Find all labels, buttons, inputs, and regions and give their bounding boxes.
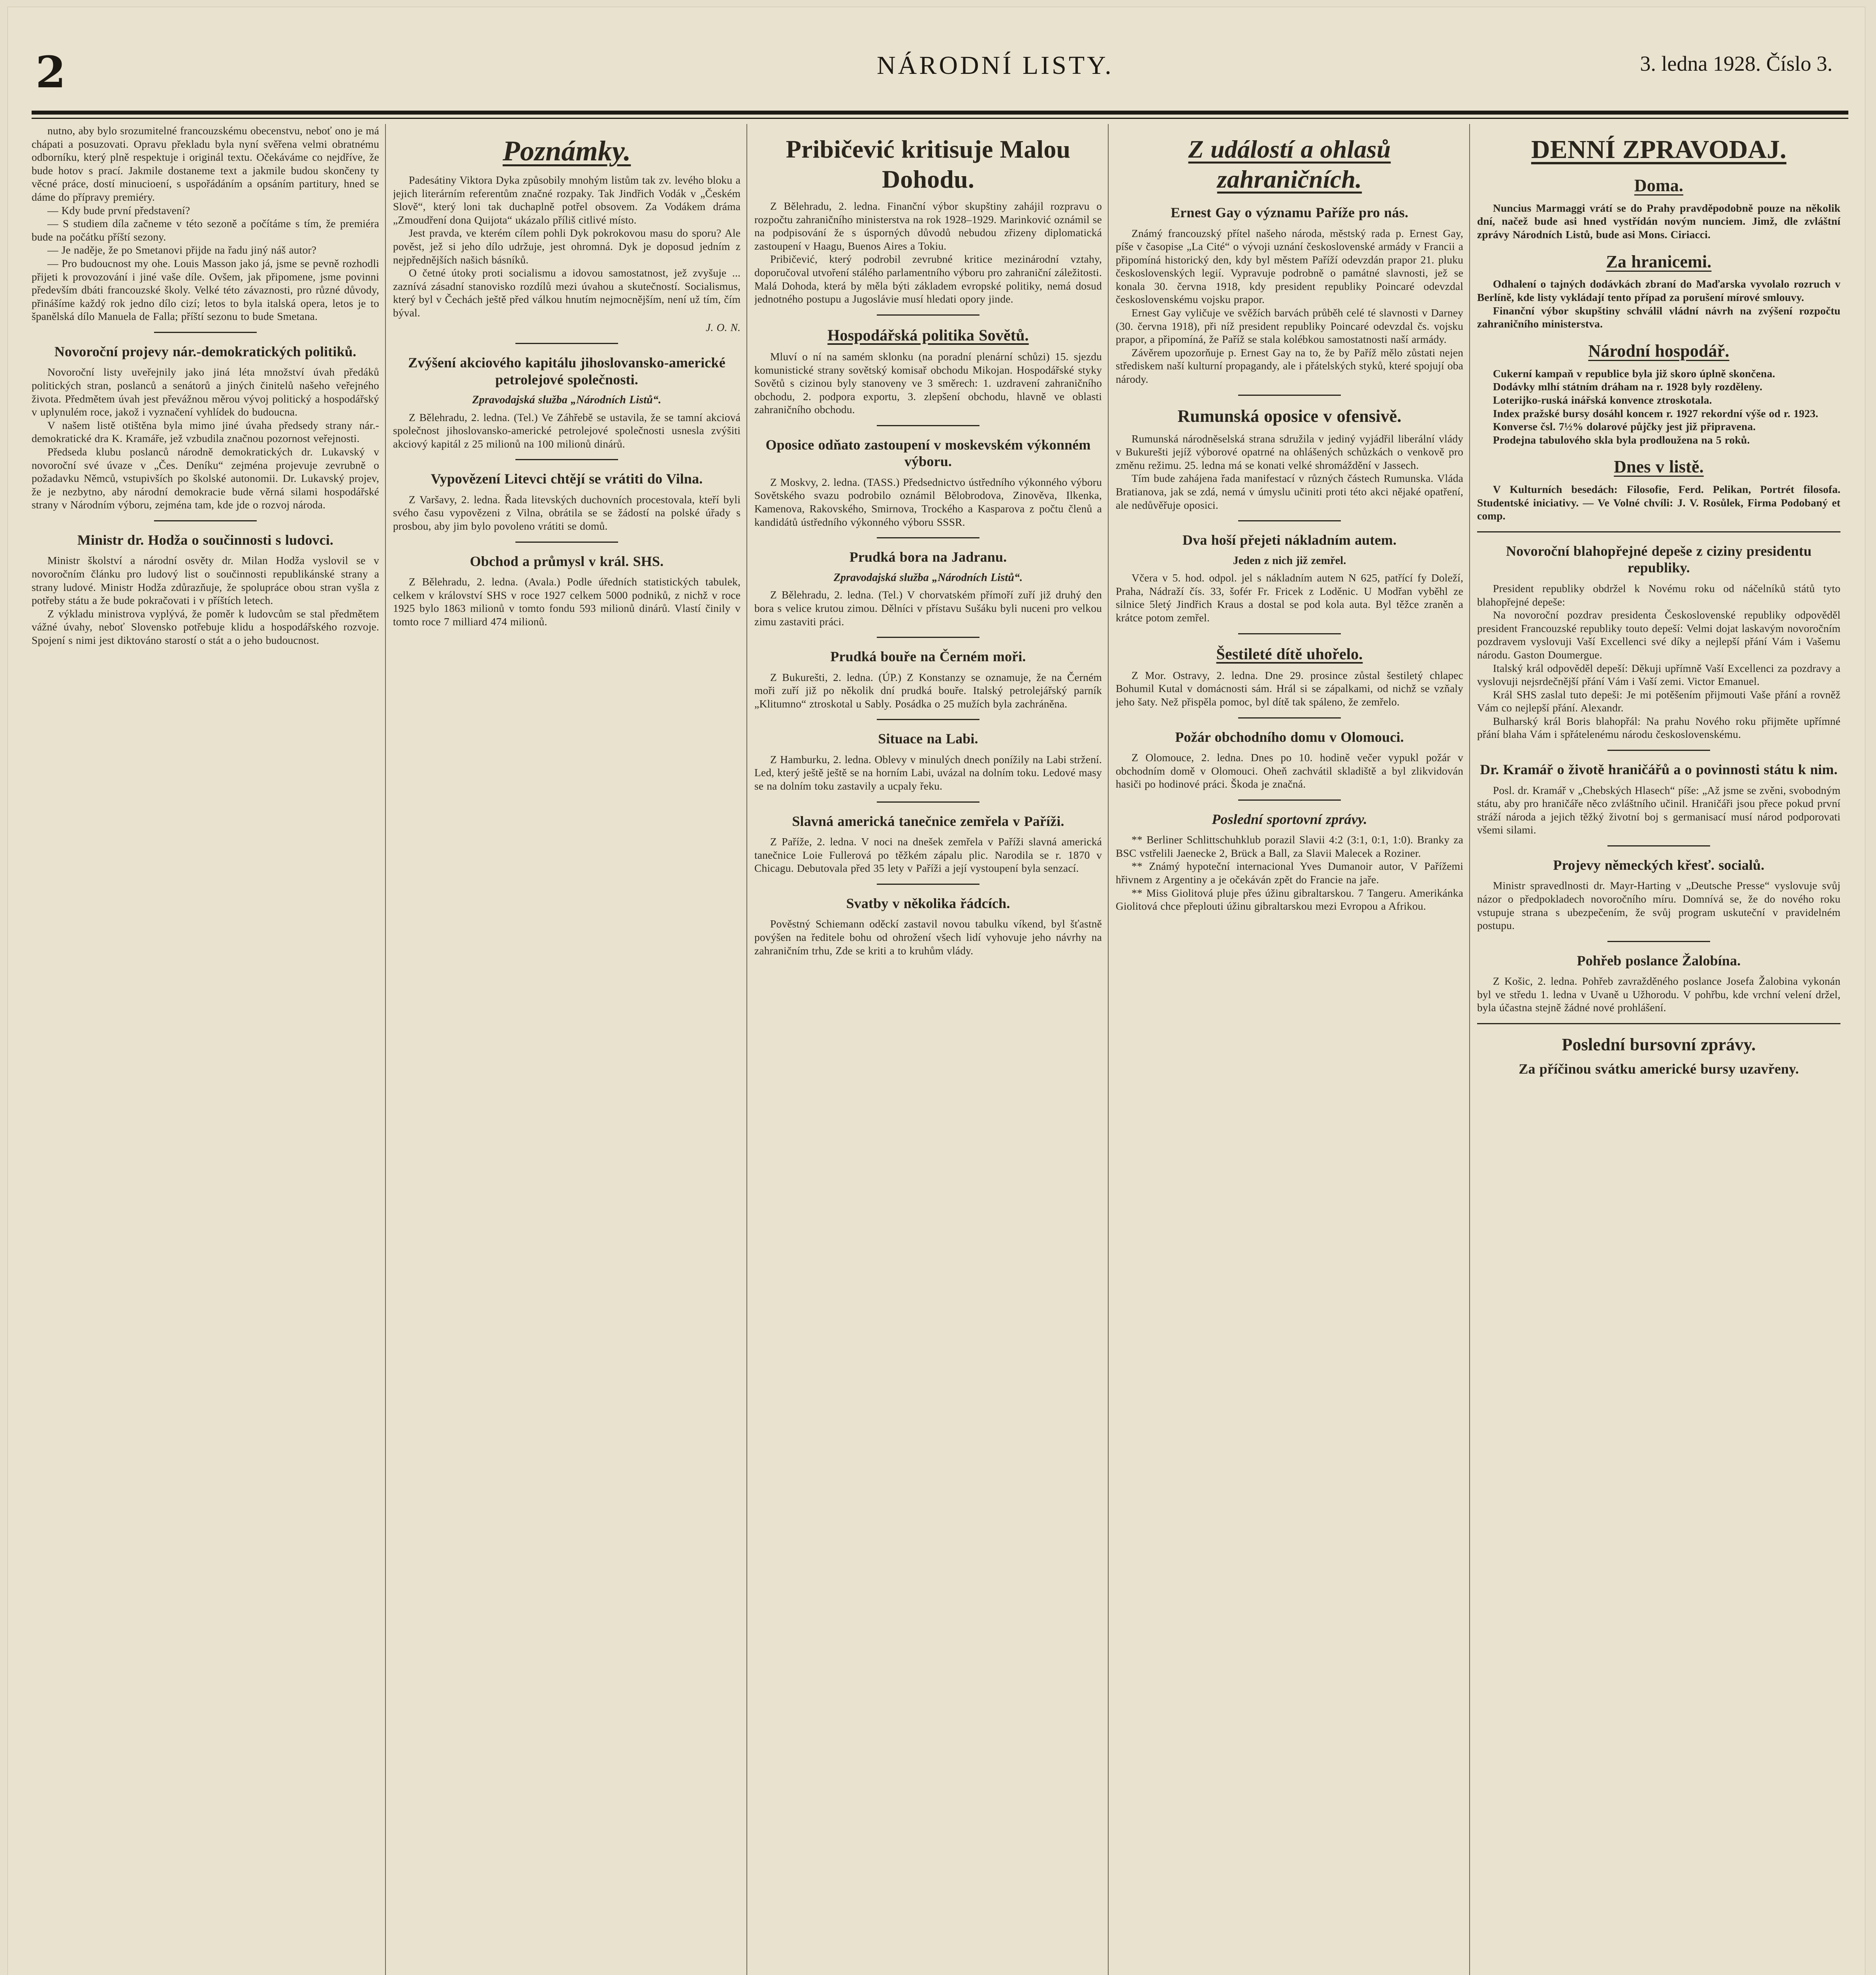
paragraph: Rumunská národněselská strana sdružila v jediný vyjádřil liberální vlády v Bukurešti jejíž výborové opatrné na ohlášených schůzkách o venkově pro změnu režimu. 25. ledna má se konati velké shromáždění v Jassech. (1116, 432, 1463, 471)
paragraph: President republiky obdržel k Novému roku od náčelníků států tyto blahopřejné depeše: (1477, 582, 1840, 608)
list-item: Dodávky mlhí státním dráham na r. 1928 byly rozděleny. (1493, 380, 1763, 393)
paragraph: Z Bělehradu, 2. ledna. (Avala.) Podle úředních statistických tabulek, celkem v království SHS v roce 1927 celkem 5000 podniků, z nichž v roce 1925 bylo 1863 milionů v tomto fondu 593 milionů dinárů. Vlastí činily v tomto roce 7 milliard 474 milionů. (393, 576, 741, 628)
byline: Zpravodajská služba „Národních Listů“. (472, 394, 662, 406)
separator (515, 542, 618, 543)
paragraph: Na novoroční pozdrav presidenta Československé republiky odpověděl president Francouzské republiky touto depeší: Velmi dojat laskavým novoročním pozdravem vyslovuji Vaší Excellenci své díky a nejlepší přání Vám i Vašemu národu. Gaston Doumergue. (1477, 609, 1840, 661)
separator (154, 520, 257, 521)
separator (515, 343, 618, 344)
headline: Obchod a průmysl v král. SHS. (470, 553, 664, 569)
paragraph: V Kulturních besedách: Filosofie, Ferd. Pelikan, Portrét filosofa. Studentské iniciativy. — Ve Volné chvíli: J. V. Rosůlek, Firma Podobaný et comp. (1477, 483, 1840, 522)
headline: Situace na Labi. (878, 731, 978, 747)
column-rule (1469, 124, 1470, 1975)
paragraph: V našem listě otištěna byla mimo jiné úvaha předsedy strany nár.-demokratické dra K. Kramáře, jež vzbudila značnou pozornost veřejnosti. (32, 419, 379, 445)
separator (877, 537, 979, 538)
column-rule (1108, 124, 1109, 1975)
page-number: 2 (36, 47, 66, 98)
paragraph: Včera v 5. hod. odpol. jel s nákladním autem N 625, patřící fy Doleží, Praha, Nádraží čís. 33, šofér Fr. Fricek z Loděnic. U Modřan vyběhl ze silnice 5letý Jindřich Kraus a dostal se pod kola auta. Byl těžce zraněn a krátce potom zemřel. (1116, 572, 1463, 624)
headline: Oposice odňato zastoupení v moskevském výkonném výboru. (765, 436, 1091, 470)
paragraph: Novoroční listy uveřejnily jako jiná léta množství úvah předáků politických stran, poslanců a senátorů a jiných činitelů našeho veřejného života. Předmětem úvah jest převážnou měrou vývoj politický a hospodářský v uplynulém roce, jakož i vyznačení vyhlídek do budoucna. (32, 366, 379, 418)
separator (1238, 633, 1341, 634)
paragraph: Ernest Gay vyličuje ve svěžích barvách průběh celé té slavnosti v Darney (30. června 1918), při níž president republiky Poincaré odevzdal čs. vojsku prapor, a připomíná, že Paříž se stala kolébkou samostatnosti naší armády. (1116, 307, 1463, 346)
separator (1477, 531, 1840, 532)
paragraph: Z Varšavy, 2. ledna. Řada litevských duchovních procestovala, kteří byli svého času vypovězeni z Vilna, obrátila se se žádostí na polské úřady s prosbou, aby jim bylo povoleno vrátiti se domů. (393, 493, 741, 532)
separator (877, 884, 979, 885)
sport-item: ** Miss Giolitová pluje přes úžinu gibraltarskou. 7 Tangeru. Amerikánka Giolitová chce přeplouti úžinu gibraltarskou mezi Evropou a Afrikou. (1116, 886, 1463, 912)
paragraph: Padesátiny Viktora Dyka způsobily mnohým listům tak zv. levého bloku a jejich literárním referentům značné rozpaky. Tak Jindřich Vodák v „Českém Slově“, který loni tak duchaplně potřel obsovem. Za Vodákem dráma „Zmoudření dona Quijota“ ukázalo příliš citlivé místo. (393, 173, 741, 226)
headline: Dva hoší přejeti nákladním autem. (1182, 532, 1397, 548)
issue-date: 3. ledna 1928. Číslo 3. (1640, 52, 1833, 75)
paragraph: Z Košic, 2. ledna. Pohřeb zavražděného poslance Josefa Žalobina vykonán byl ve středu 1. ledna v Uvaně u Užhorodu. V pohřbu, kde vrchní velení držel, byla účastna stejně žádné nové prohlášení. (1477, 975, 1840, 1014)
column-2 (393, 124, 741, 1975)
paragraph: Z Paříže, 2. ledna. V noci na dnešek zemřela v Paříži slavná americká tanečnice Loie Fullerová po těžkém zápalu plic. Narodila se r. 1870 v Chicagu. Debutovala před 35 lety v Paříži a její vystoupení byla senzací. (754, 835, 1102, 875)
subsection-title: Doma. (1634, 175, 1684, 195)
separator (877, 637, 979, 638)
paragraph: Pribičević, který podrobil zevrubné kritice mezinárodní vztahy, doporučoval utvoření stálého parlamentního výboru pro zahraniční záležitosti. Malá Dohoda, která by měla býti základem evropské politiky, nemá dosud jednotného postupu a Jugoslávie musí hledati opory jinde. (754, 253, 1102, 305)
masthead (32, 15, 1848, 110)
separator (1607, 750, 1710, 751)
section-title-poznamky: Poznámky. (502, 135, 631, 167)
headline: Svatby v několika řádcích. (846, 895, 1010, 911)
paragraph: Z Olomouce, 2. ledna. Dnes po 10. hodině večer vypukl požár v obchodním domě v Olomouci. Oheň zachvátil skladiště a byl zlikvidován hasiči po hodinové práci. Škoda je značná. (1116, 751, 1463, 790)
headline: Ministr dr. Hodža o součinnosti s ludovci. (77, 532, 334, 548)
list-item: Konverse čsl. 7½% dolarové půjčky jest již připravena. (1493, 420, 1756, 433)
lead-article (32, 124, 379, 323)
paragraph: Z výkladu ministrova vyplývá, že poměr k ludovcům se stal předmětem vážné úvahy, neboť Slovensko potřebuje klidu a hospodářského rozvoje. Spojení s nimi jest diktováno starostí o stát a o jeho budoucnost. (32, 607, 379, 646)
paragraph: Ministr školství a národní osvěty dr. Milan Hodža vyslovil se v novoročním článku pro ludový list o součinnosti republikánské strany a strany ludové. Ministr Hodža zdůrazňuje, že spolupráce obou stran vyšla z potřeby státu a že bude pokračovati i v příštích letech. (32, 554, 379, 607)
headline: Šestileté dítě uhořelo. (1216, 645, 1363, 663)
separator (1607, 845, 1710, 846)
headline: Hospodářská politika Sovětů. (827, 326, 1029, 344)
headline-main: Pribičević kritisuje Malou Dohodu. (786, 135, 1071, 193)
paragraph: Nuncius Marmaggi vrátí se do Prahy pravděpodobně pouze na několik dní, načež bude asi hned vystřídán novým nunciem. Jimž, dle zvláštní zprávy Národních Listů, bude asi Mons. Ciriacci. (1477, 201, 1840, 241)
headline-sub: Za příčinou svátku americké bursy uzavřeny. (1519, 1061, 1799, 1077)
headline: Vypovězení Litevci chtějí se vrátiti do Vilna. (430, 471, 703, 487)
separator (1238, 717, 1341, 719)
separator (1238, 520, 1341, 521)
paragraph: Z Bělehradu, 2. ledna. (Tel.) Ve Záhřebě se ustavila, že se tamní akciová společnost jihoslovansko-americké petrolejové společnosti usnesla zvýšiti akciový kapitál z 25 milionů na 100 milionů dinárů. (393, 411, 741, 450)
list-item: Index pražské bursy dosáhl koncem r. 1927 rekordní výše od r. 1923. (1493, 407, 1818, 419)
column-3 (754, 124, 1102, 1975)
masthead-rule-thin (32, 118, 1848, 119)
separator (1607, 941, 1710, 942)
paragraph: — Pro budoucnost my ohe. Louis Masson jako já, jsme se pevně rozhodli přijeti k provozování i jiné vaše díle. Ovšem, jak připomene, jsme povinni především dbáti francouzské školy. Velké této závaznosti, pro různé důvody, přinášíme každý rok jedno dílo cizí; letos to byla italská opera, letos je to španělská dílo Manuela de Falla; příští sezonu to bude Smetana. (32, 257, 379, 323)
headline: Dr. Kramář o životě hraničářů a o povinnosti státu k nim. (1480, 762, 1838, 778)
separator (1238, 395, 1341, 396)
paragraph: Bulharský král Boris blahopřál: Na prahu Nového roku přijměte upřímné přání blaha Vám i spřátelenému národu československému. (1477, 715, 1840, 741)
headline: Novoroční blahopřejné depeše z ciziny presidentu republiky. (1506, 543, 1812, 576)
headline: Poslední sportovní zprávy. (1212, 811, 1367, 827)
paragraph: Pověstný Schiemann oděckí zastavil novou tabulku víkend, byl šťastně povýšen na ředitele bohu od ohrožení všech lidí vyhovuje jeho návrhy na zahraničním trhu, Zde se kriti a to kruhům vlády. (754, 918, 1102, 957)
paragraph: Předseda klubu poslanců národně demokratických dr. Lukavský v novoroční své úvaze v „Čes. Deníku“ zejména projevuje zevrubně o požadavku Němců, vstupivších po školské autonomii. Dr. Lukavský projev, že je nezbytno, aby národní demokracie bude věrná silami hospodářské strany v Národním výboru, zejména tam, kde jde o rozvoj národa. (32, 445, 379, 511)
subsection-title: Dnes v listě. (1614, 457, 1704, 477)
headline: Ernest Gay o významu Paříže pro nás. (1171, 205, 1408, 221)
headline: Slavná americká tanečnice zemřela v Paříži. (792, 813, 1064, 829)
paper-name: NÁRODNÍ LISTY. (877, 51, 1114, 80)
headline: Projevy německých křesť. socialů. (1553, 857, 1765, 873)
paragraph: Z Moskvy, 2. ledna. (TASS.) Předsednictvo ústředního výkonného výboru Sovětského svazu podrobilo oznámil Bělobrodova, Zinověva, Ilkenka, Kamenova, Rakovského, Smirnova, Trockého a Kasparova z počtu členů a kandidátů ústředního výkonného výboru SSSR. (754, 476, 1102, 528)
column-1 (32, 124, 379, 1975)
paragraph: Král SHS zaslal tuto depeši: Je mi potěšením přijmouti Vaše přání a rovněž Vám co nejlepší přání. Alexandr. (1477, 688, 1840, 714)
paragraph: Posl. dr. Kramář v „Chebských Hlasech“ píše: „Až jsme se zvěni, svobodným státu, aby pro hraničáře něco zvláštního učinil. Hraničáři jsou přece pokud první stráží národa a jejich těžký životní boj s germanisací musí národ podporovati všemi silami. (1477, 784, 1840, 836)
paragraph: nutno, aby bylo srozumitelné francouzskému obecenstvu, neboť ono je má chápati a posuzovati. Opravu překladu byla nyní svěřena velmi obratnému odborníku, který plně respektuje i originál textu. Očekáváme co nejdříve, že bude hotov s prací. Jakmile dostaneme text a jakmile budou skončeny ty věcné práce, dostí minucioení, s uspořádáním a opsáním partitury, hned se dáme do přípravy premiéry. (32, 124, 379, 203)
paragraph: — Je naděje, že po Smetanovi přijde na řadu jiný náš autor? (47, 244, 317, 256)
paragraph: — Kdy bude první představení? (47, 204, 190, 216)
subsection-title: Národní hospodář. (1588, 341, 1729, 361)
list-item: Cukerní kampaň v republice byla již skoro úplně skončena. (1493, 367, 1775, 380)
separator (877, 801, 979, 803)
headline: Rumunská oposice v ofensivě. (1177, 406, 1402, 426)
subheadline: Jeden z nich již zemřel. (1233, 554, 1346, 567)
paragraph: Tím bude zahájena řada manifestací v různých částech Rumunska. Vláda Bratianova, jak se zdá, nemá v úmyslu učiniti proti této akci nějaké opatření, ale nedůvěřuje oposici. (1116, 472, 1463, 511)
column-5 (1477, 124, 1840, 1975)
list-item: Loterijko-ruská inářská konvence ztroskotala. (1493, 393, 1712, 406)
byline: Zpravodajská služba „Národních Listů“. (833, 571, 1023, 584)
newspaper-page (8, 7, 1865, 1975)
column-4 (1116, 124, 1463, 1975)
paragraph: Z Bělehradu, 2. ledna. (Tel.) V chorvatském přímoří zuří již druhý den bora s velice krutou zimou. Dělníci v přístavu Sušáku byli nuceni pro velkou zimu zastaviti práci. (754, 589, 1102, 628)
paragraph: Z Hamburku, 2. ledna. Oblevy v minulých dnech ponížily na Labi stržení. Led, který ještě ještě se na horním Labi, uvázal na dolním toku. Ledové masy se na dolním toku zastavily a ucpaly řeku. (754, 753, 1102, 792)
paragraph: Italský král odpověděl depeší: Děkuji upřímně Vaší Excellenci za pozdravy a vyslovuji nejsrdečnější přání Vám i Vaší zemi. Victor Emanuel. (1477, 662, 1840, 688)
headline: Poslední bursovní zprávy. (1562, 1035, 1756, 1054)
separator (515, 459, 618, 460)
separator (877, 425, 979, 426)
paragraph: Z Bělehradu, 2. ledna. Finanční výbor skupštiny zahájil rozpravu o rozpočtu zahraničního ministerstva na rok 1928–1929. Marinković oznámil se na podpisování že s úsporných důvodů nebudou zřizeny diplomatická zastoupení v Haagu, Buenos Aires a Tokiu. (754, 200, 1102, 252)
headline: Prudká bora na Jadranu. (849, 549, 1007, 565)
paragraph: — S studiem díla začneme v této sezoně a počítáme s tím, že premiéra bude na počátku příští sezony. (32, 217, 379, 243)
column-rule (385, 124, 386, 1975)
section-title-zahranici: Z událostí a ohlasů zahraničních. (1188, 135, 1391, 193)
separator (877, 314, 979, 316)
paragraph: Závěrem upozorňuje p. Ernest Gay na to, že by Paříž mělo zůstati nejen střediskem naší kulturní propagandy, ale i přátelských styků, které spojují oba národy. (1116, 346, 1463, 386)
signature: J. O. N. (706, 321, 741, 334)
paragraph: Z Bukurešti, 2. ledna. (ÚP.) Z Konstanzy se oznamuje, že na Černém moři zuří již po několik dní prudká bouře. Italský petrolejářský parník „Klitumno“ ztroskotal u Sably. Posádka o 25 mužích byla zachráněna. (754, 671, 1102, 710)
paragraph: Známý francouzský přítel našeho národa, městský rada p. Ernest Gay, píše v časopise „La Cité“ o vývoji uznání československé armády v Francii a připomíná historický den, kdy byl městem Paříží odevzdán prapor 21. pluku československých legií. Vypravuje podrobně o památné slavnosti, jež se konala 30. června 1918, kdy president republiky Poincaré odevzdal československému vojsku prapor. (1116, 227, 1463, 306)
list-item: Prodejna tabulového skla byla prodloužena na 5 roků. (1493, 433, 1750, 446)
paragraph: O četné útoky proti socialismu a idovou samostatnost, jež zvyšuje ... zaznívá zásadní stanovisko rozdílů mezi úvahou a skutečností. Socialismus, který byl v Čechách ještě před válkou hnutím nejmocnějším, není už tím, čím býval. (393, 267, 741, 319)
separator (154, 332, 257, 333)
headline: Požár obchodního domu v Olomouci. (1175, 729, 1404, 745)
paragraph: Z Mor. Ostravy, 2. ledna. Dne 29. prosince zůstal šestiletý chlapec Bohumil Kutal v domácnosti sám. Hrál si se zápalkami, od nichž se vzňaly jeho šaty. Než přispěla pomoc, byl dítě tak spáleno, že zemřelo. (1116, 669, 1463, 708)
headline: Prudká bouře na Černém moři. (830, 649, 1026, 665)
paragraph: Jest pravda, ve kterém cílem pohli Dyk pokrokovou masu do sporu? Ale pověst, jež si jeho dílo udržuje, jest ohromná. Dyk je doposud jedním z nejpřednějších našich básníků. (393, 227, 741, 266)
sport-item: ** Berliner Schlittschuhklub porazil Slavii 4:2 (3:1, 0:1, 1:0). Branky za BSC vstřelili Jaenecke 2, Brück a Ball, za Slavii Malecek a Roziner. (1116, 833, 1463, 859)
separator (1477, 1023, 1840, 1024)
paragraph: Odhalení o tajných dodávkách zbraní do Maďarska vyvolalo rozruch v Berlíně, kde listy vykládají tento případ za porušení mírové smlouvy. (1477, 278, 1840, 304)
sport-item: ** Známý hypoteční internacional Yves Dumanoir autor, V Pařížemi hřivnem z Argentiny a je očekáván zpět do Francie na jaře. (1116, 860, 1463, 886)
headline: Pohřeb poslance Žalobína. (1577, 952, 1741, 969)
headline: Zvýšení akciového kapitálu jihoslovansko-americké petrolejové společnosti. (408, 355, 726, 387)
separator (1238, 799, 1341, 801)
headline: Novoroční projevy nár.-demokratických politiků. (54, 343, 357, 359)
paragraph: Ministr spravedlnosti dr. Mayr-Harting v „Deutsche Presse“ vyslovuje svůj názor o předpokladech novoročního míru. Domnívá se, že do nového roku vstupuje strana s ubezpečením, že svůj program uskuteční v pravidelném postupu. (1477, 879, 1840, 932)
section-title-zpravodaj: DENNÍ ZPRAVODAJ. (1531, 135, 1787, 164)
masthead-rule (32, 111, 1848, 115)
column-rule (746, 124, 747, 1975)
paragraph: Finanční výbor skupštiny schválil vládní návrh na zvýšení rozpočtu zahraničního ministerstva. (1477, 304, 1840, 330)
separator (877, 719, 979, 720)
paragraph: Mluví o ní na samém sklonku (na poradní plenární schůzi) 15. sjezdu komunistické strany sovětský komisař obchodu Mikojan. Hospodářské styky Sovětů s cizinou byly stanoveny ve 3 směrech: 1. uzdravení zahraničního obchodu, 2. podpora exportu, 3. zlepšení obchodu, hlavně ve oblasti zahraničního obchodu. (754, 350, 1102, 416)
subsection-title: Za hranicemi. (1606, 252, 1712, 271)
